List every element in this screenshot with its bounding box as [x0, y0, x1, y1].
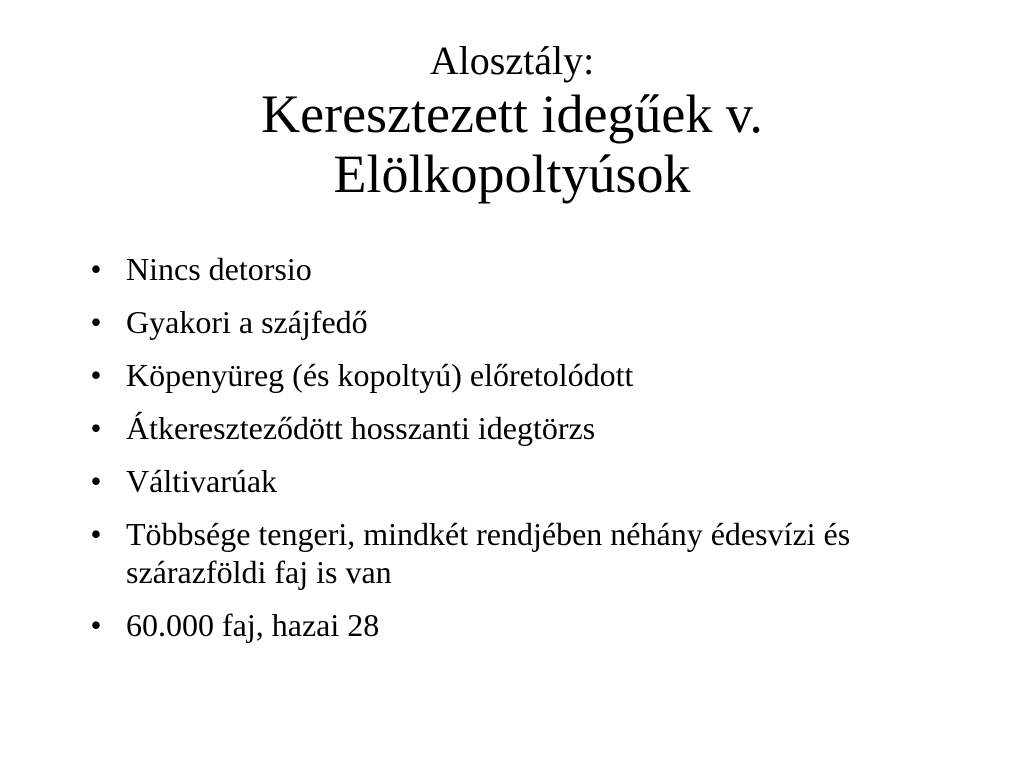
bullet-list [86, 250, 946, 659]
bullet-item [86, 606, 946, 644]
bullet-item [86, 356, 946, 394]
bullet-item [86, 250, 946, 288]
bullet-dot-icon: • [90, 607, 102, 643]
title-subtitle: Alosztály: [429, 38, 595, 83]
bullet-dot-icon: • [90, 357, 102, 393]
bullet-text: Váltivarúak [126, 463, 278, 499]
bullet-text: Többsége tengeri, mindkét rendjében néhány édesvízi és szárazföldi faj is van [126, 516, 851, 590]
bullet-item [86, 409, 946, 447]
bullet-text: 60.000 faj, hazai 28 [126, 607, 380, 643]
bullet-item [86, 515, 946, 591]
bullet-item [86, 462, 946, 500]
bullet-dot-icon: • [90, 463, 102, 499]
bullet-dot-icon: • [90, 304, 102, 340]
bullet-text: Átkereszteződött hosszanti idegtörzs [126, 410, 596, 446]
title-line-1: Keresztezett idegűek v. [261, 84, 763, 144]
bullet-dot-icon: • [90, 410, 102, 446]
bullet-text: Gyakori a szájfedő [126, 304, 368, 340]
bullet-dot-icon: • [90, 251, 102, 287]
bullet-item [86, 303, 946, 341]
bullet-dot-icon: • [90, 516, 102, 552]
slide-title [0, 38, 1024, 204]
bullet-text: Nincs detorsio [126, 251, 312, 287]
bullet-text: Köpenyüreg (és kopoltyú) előretolódott [126, 357, 634, 393]
title-line-2: Elölkopoltyúsok [333, 144, 691, 204]
